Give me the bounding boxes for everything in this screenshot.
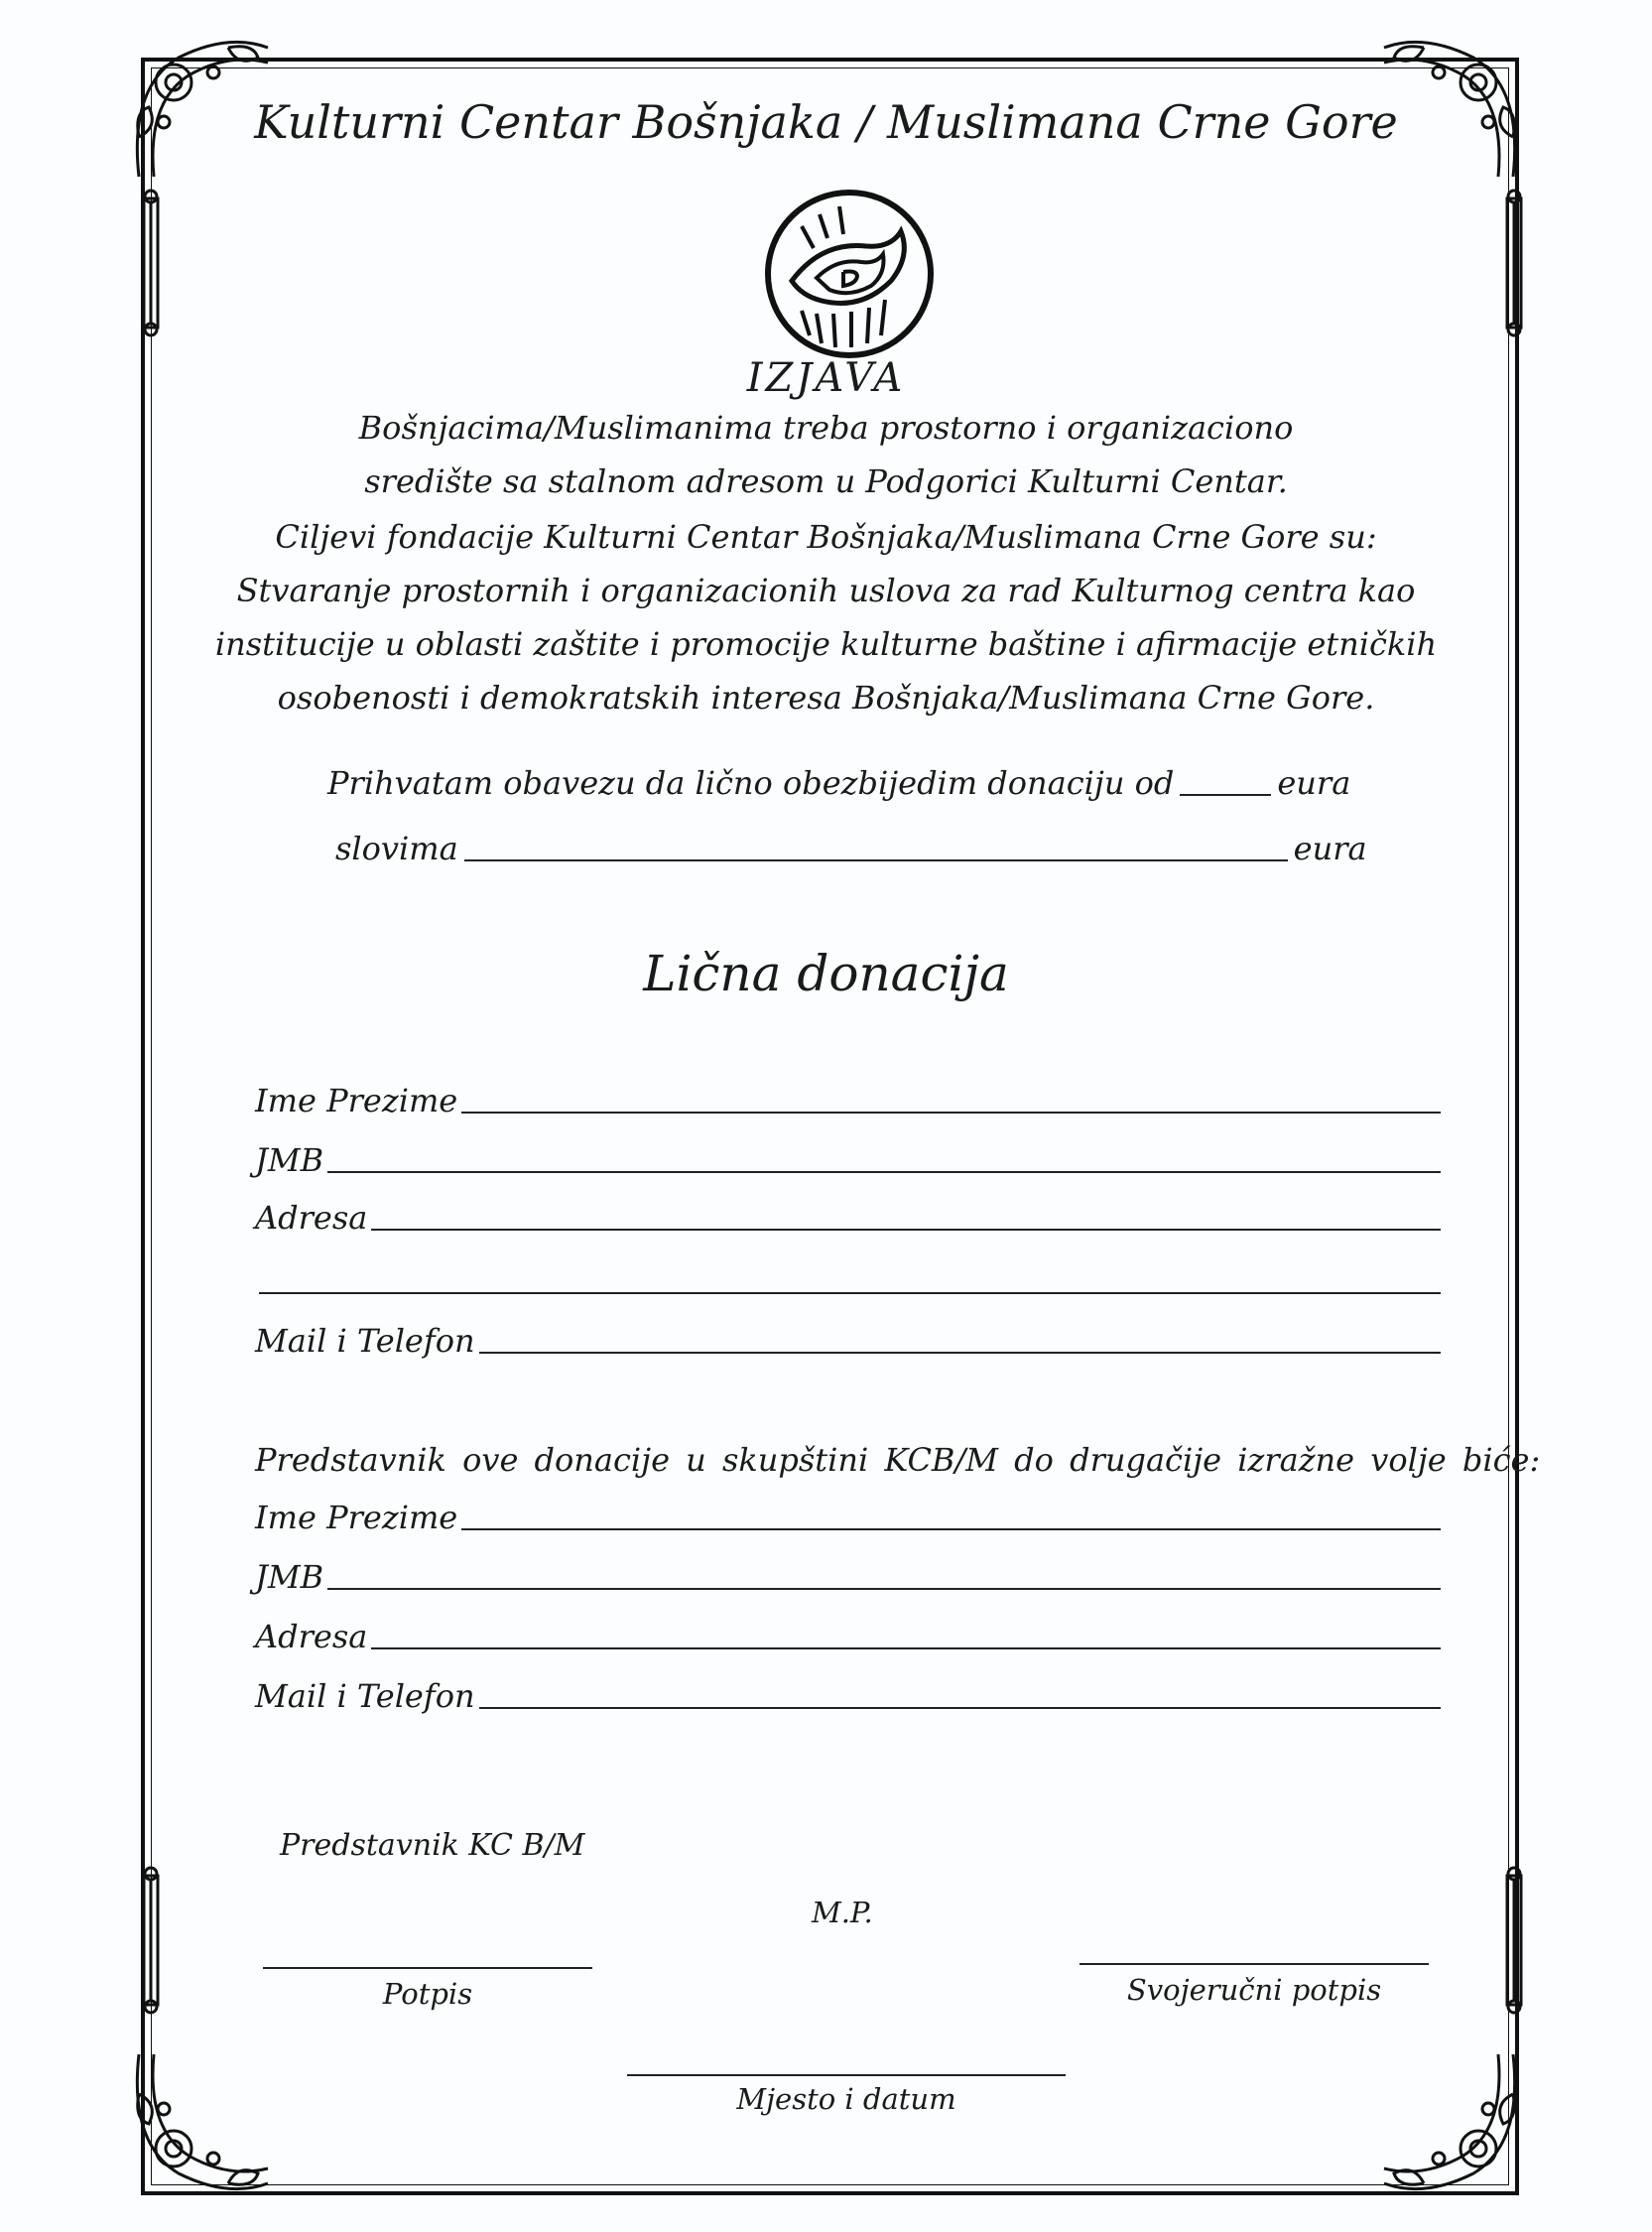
pledge-row bbox=[327, 764, 1350, 802]
declaration-line: Bošnjacima/Muslimanima treba prostorno i organizaciono bbox=[358, 409, 1294, 447]
donor-jmb-field[interactable] bbox=[255, 1139, 1441, 1179]
representative-signature-line[interactable] bbox=[263, 1967, 592, 1969]
ornament-corner-icon bbox=[119, 2035, 288, 2203]
field-line[interactable] bbox=[479, 1707, 1441, 1709]
rep-name-field[interactable] bbox=[255, 1497, 1441, 1536]
place-date-line[interactable] bbox=[627, 2074, 1066, 2076]
pledge-words-label: slovima bbox=[335, 830, 458, 867]
field-label: Mail i Telefon bbox=[255, 1322, 475, 1360]
ornament-corner-icon bbox=[1364, 2035, 1533, 2203]
field-line[interactable] bbox=[371, 1229, 1441, 1231]
field-line[interactable] bbox=[461, 1112, 1441, 1114]
pledge-words-row bbox=[335, 830, 1367, 867]
signature-caption-right: Svojeručni potpis bbox=[1126, 1973, 1382, 2007]
field-line[interactable] bbox=[327, 1171, 1441, 1173]
rep-contact-field[interactable] bbox=[255, 1675, 1441, 1715]
declaration-line: Stvaranje prostornih i organizacionih uslova za rad Kulturnog centra kao bbox=[236, 572, 1416, 609]
donation-title: Lična donacija bbox=[643, 945, 1009, 1002]
donor-signature-line[interactable] bbox=[1080, 1963, 1429, 1965]
field-label: Adresa bbox=[255, 1618, 368, 1655]
donor-contact-field[interactable] bbox=[255, 1320, 1441, 1360]
pledge-unit: eura bbox=[1277, 764, 1351, 802]
field-line[interactable] bbox=[371, 1647, 1441, 1649]
field-label: Mail i Telefon bbox=[255, 1677, 475, 1715]
declaration-heading: IZJAVA bbox=[746, 355, 906, 401]
representative-intro: Predstavnik ove donacije u skupštini KCB/M do drugačije izražne volje biće: bbox=[255, 1441, 1541, 1479]
kcbm-logo-icon bbox=[762, 187, 937, 361]
pledge-words-unit: eura bbox=[1293, 830, 1367, 867]
field-line[interactable] bbox=[259, 1292, 1441, 1294]
donor-name-field[interactable] bbox=[255, 1080, 1441, 1119]
representative-signature-label: Predstavnik KC B/M bbox=[280, 1828, 585, 1863]
field-label: Adresa bbox=[255, 1199, 368, 1237]
pledge-amount-field[interactable] bbox=[1180, 764, 1271, 796]
declaration-line: Ciljevi fondacije Kulturni Centar Bošnjaka/Muslimana Crne Gore su: bbox=[275, 518, 1377, 556]
stamp-placeholder: M.P. bbox=[812, 1896, 873, 1929]
ornament-scroll-icon bbox=[1499, 189, 1529, 337]
ornament-scroll-icon bbox=[136, 1866, 166, 2015]
ornament-scroll-icon bbox=[1499, 1866, 1529, 2015]
field-line[interactable] bbox=[461, 1528, 1441, 1530]
field-label: JMB bbox=[255, 1141, 324, 1179]
declaration-line: središte sa stalnom adresom u Podgorici Kulturni Centar. bbox=[364, 462, 1288, 500]
field-label: Ime Prezime bbox=[255, 1499, 458, 1536]
field-label: Ime Prezime bbox=[255, 1082, 458, 1119]
field-line[interactable] bbox=[327, 1588, 1441, 1590]
ornament-scroll-icon bbox=[136, 189, 166, 337]
place-date-caption: Mjesto i datum bbox=[736, 2082, 956, 2116]
field-label: JMB bbox=[255, 1558, 324, 1596]
signature-caption-left: Potpis bbox=[382, 1977, 473, 2011]
declaration-line: osobenosti i demokratskih interesa Bošnjaka/Muslimana Crne Gore. bbox=[277, 679, 1375, 717]
donor-address-line2-field[interactable] bbox=[255, 1260, 1441, 1300]
pledge-words-field[interactable] bbox=[464, 830, 1288, 861]
donor-address-field[interactable] bbox=[255, 1197, 1441, 1237]
declaration-line: institucije u oblasti zaštite i promocije kulturne baštine i afirmacije etničkih bbox=[214, 625, 1438, 663]
rep-jmb-field[interactable] bbox=[255, 1556, 1441, 1596]
pledge-text: Prihvatam obavezu da lično obezbijedim donaciju od bbox=[327, 764, 1175, 802]
organization-title: Kulturni Centar Bošnjaka / Muslimana Crne Gore bbox=[254, 95, 1398, 149]
field-line[interactable] bbox=[479, 1352, 1441, 1354]
rep-address-field[interactable] bbox=[255, 1616, 1441, 1655]
